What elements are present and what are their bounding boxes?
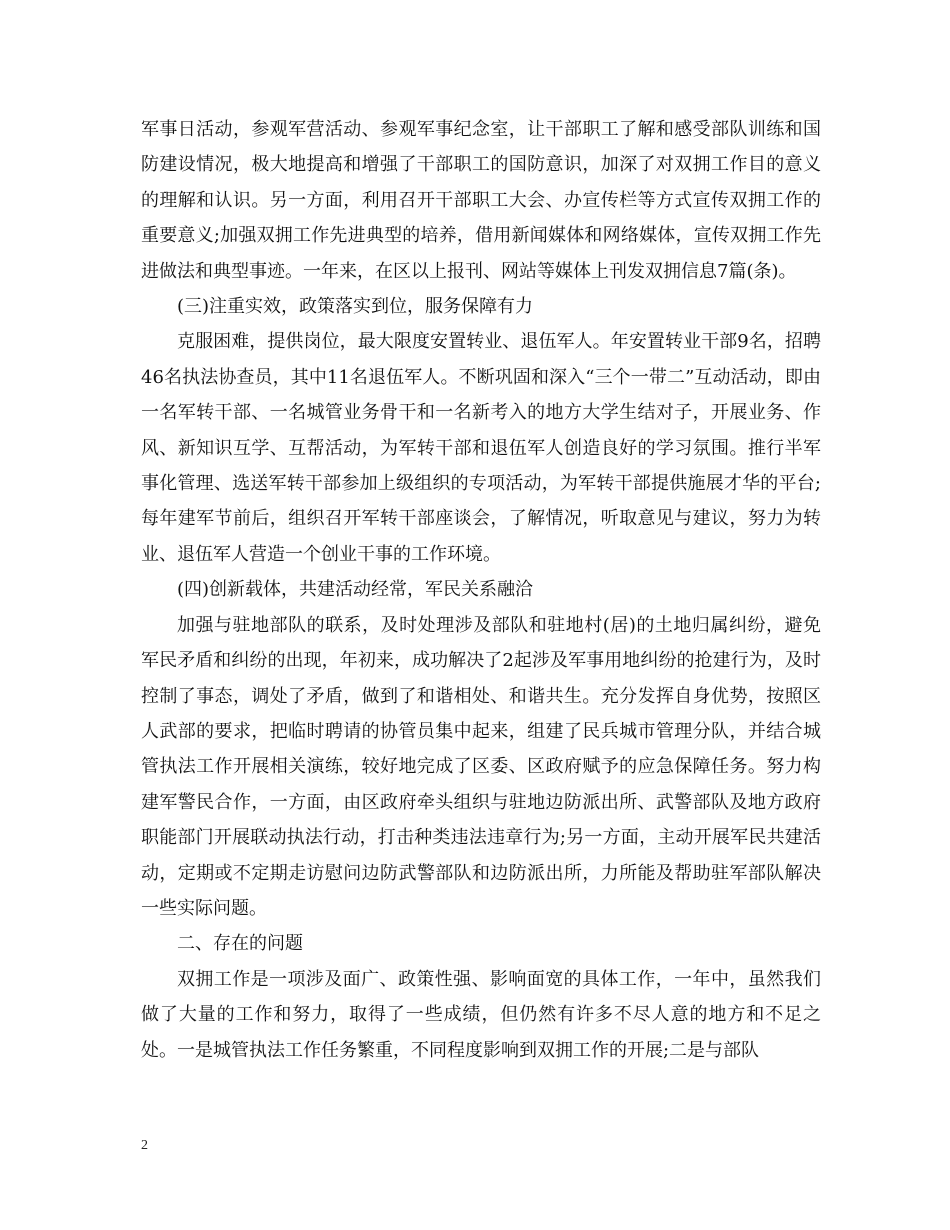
paragraph-joint-activities: 加强与驻地部队的联系，及时处理涉及部队和驻地村(居)的土地归属纠纷，避免军民矛盾和纠纷的出现，年初来，成功解决了2起涉及军事用地纠纷的抢建行为，及时控制了事态，调处了矛盾，做到了和谐相处、和谐共生。充分发挥自身优势，按照区人武部的要求，把临时聘请的协管员集中起来，组建了民兵城市管理分队，并结合城管执法工作开展相关演练，较好地完成了区委、区政府赋予的应急保障任务。努力构建军警民合作，一方面，由区政府牵头组织与驻地边防派出所、武警部队及地方政府职能部门开展联动执法行动，打击种类违法违章行为;另一方面，主动开展军民共建活动，定期或不定期走访慰问边防武警部队和边防派出所，力所能及帮助驻军部队解决一些实际问题。 — [141, 614, 821, 919]
heading-section-4: (四)创新载体，共建活动经常，军民关系融洽 — [177, 579, 534, 601]
body-text — [141, 112, 821, 1068]
paragraph-publicity: 军事日活动，参观军营活动、参观军事纪念室，让干部职工了解和感受部队训练和国防建设情况，极大地提高和增强了干部职工的国防意识，加深了对双拥工作目的意义的理解和认识。另一方面，利用召开干部职工大会、办宣传栏等方式宣传双拥工作的重要意义;加强双拥工作先进典型的培养，借用新闻媒体和网络媒体，宣传双拥工作先进做法和典型事迹。一年来，在区以上报刊、网站等媒体上刊发双拥信息7篇(条)。 — [141, 119, 821, 282]
page-number: 2 — [141, 1138, 148, 1153]
heading-problems: 二、存在的问题 — [177, 933, 303, 955]
paragraph-problems: 双拥工作是一项涉及面广、政策性强、影响面宽的具体工作，一年中，虽然我们做了大量的工作和努力，取得了一些成绩，但仍然有许多不尽人意的地方和不足之处。一是城管执法工作任务繁重，不同程度影响到双拥工作的开展;二是与部队 — [141, 968, 821, 1061]
paragraph-resettlement: 克服困难，提供岗位，最大限度安置转业、退伍军人。年安置转业干部9名，招聘46名执法协查员，其中11名退伍军人。不断巩固和深入“三个一带二”互动活动，即由一名军转干部、一名城管业务骨干和一名新考入的地方大学生结对子，开展业务、作风、新知识互学、互帮活动，为军转干部和退伍军人创造良好的学习氛围。推行半军事化管理、选送军转干部参加上级组织的专项活动，为军转干部提供施展才华的平台;每年建军节前后，组织召开军转干部座谈会，了解情况，听取意见与建议，努力为转业、退伍军人营造一个创业干事的工作环境。 — [141, 331, 821, 565]
heading-section-3: (三)注重实效，政策落实到位，服务保障有力 — [177, 296, 534, 318]
